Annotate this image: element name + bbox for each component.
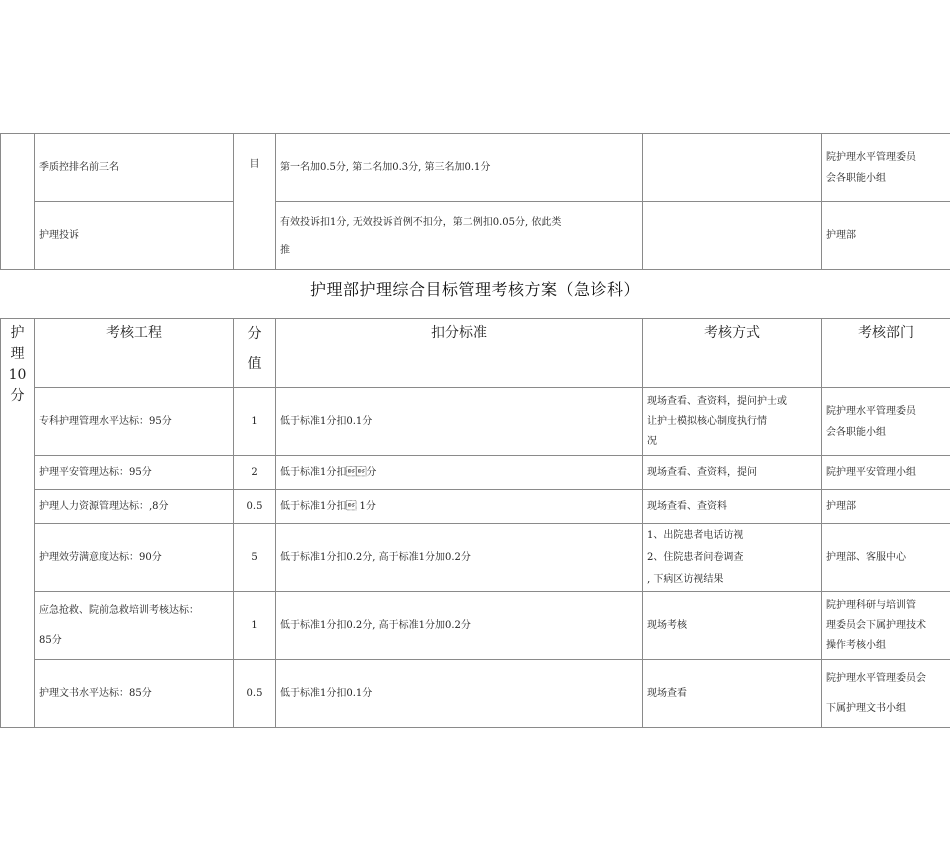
item-cell: [35, 592, 234, 660]
method-line: 1、出院患者电话访视: [647, 529, 744, 541]
method-line: 况: [647, 435, 657, 447]
method-cell: 现场查看、查资料: [643, 490, 822, 524]
header-dept: 考核部门: [822, 319, 950, 388]
item-cell: 护理投诉: [35, 202, 234, 270]
table-row: [1, 134, 950, 202]
table-row: [1, 490, 950, 524]
score-cell: 1: [234, 388, 276, 456]
page-title: 护理部护理综合目标管理考核方案（急诊科）: [309, 280, 640, 299]
dept-line: 院护理水平管理委员会: [826, 672, 926, 684]
dept-cell: [822, 592, 950, 660]
dept-cell: [822, 388, 950, 456]
method-cell: [643, 202, 822, 270]
dept-line: 下属护理文书小组: [826, 702, 906, 714]
dept-line: 会各职能小组: [826, 172, 886, 184]
score-cell: 2: [234, 456, 276, 490]
method-cell: 现场查看: [643, 660, 822, 728]
method-cell: 现场考核: [643, 592, 822, 660]
method-cell: [643, 524, 822, 592]
header-score: [234, 319, 276, 388]
dept-cell: 院护理平安管理小组: [822, 456, 950, 490]
method-line: 2、住院患者问卷调查: [647, 551, 744, 563]
standard-line: 推: [280, 244, 290, 256]
dept-line: 会各职能小组: [826, 426, 886, 438]
header-method: 考核方式: [643, 319, 822, 388]
item-cell: 季质控排名前三名: [35, 134, 234, 202]
item-cell: 专科护理管理水平达标：95分: [35, 388, 234, 456]
dept-cell: [822, 660, 950, 728]
table-row: [1, 660, 950, 728]
standard-cell: [276, 202, 643, 270]
score-cell: 目: [234, 134, 276, 270]
header-item: 考核工程: [35, 319, 234, 388]
side-cell: [1, 134, 35, 270]
method-line: 现场查看、查资料，提问护士或: [647, 395, 787, 407]
method-cell: 现场查看、查资料，提问: [643, 456, 822, 490]
dept-line: 院护理水平管理委员: [826, 151, 916, 163]
item-cell: 护理平安管理达标：95分: [35, 456, 234, 490]
method-line: ‚ 下病区访视结果: [647, 573, 724, 585]
side-char: 理: [10, 346, 25, 362]
standard-cell: 第一名加0.5分, 第二名加0.3分, 第三名加0.1分: [276, 134, 643, 202]
side-label: [1, 319, 35, 728]
header-row: [1, 319, 950, 388]
table-row: [1, 202, 950, 270]
item-line: 85分: [39, 634, 62, 646]
standard-cell: 低于标准1分扣0.2分, 高于标准1分加0.2分: [276, 592, 643, 660]
standard-cell: 低于标准1分扣分: [276, 456, 643, 490]
item-cell: 护理文书水平达标：85分: [35, 660, 234, 728]
score-cell: 5: [234, 524, 276, 592]
standard-cell: 低于标准1分扣 1分: [276, 490, 643, 524]
side-char: 10: [8, 367, 27, 383]
table-row: [1, 456, 950, 490]
dept-line: 理委员会下属护理技术: [826, 619, 926, 631]
standard-cell: 低于标准1分扣0.1分: [276, 388, 643, 456]
continuation-table: [0, 133, 950, 270]
item-line: 应急抢救、院前急救培训考核达标：: [39, 604, 199, 616]
dept-line: 院护理水平管理委员: [826, 405, 916, 417]
method-cell: [643, 388, 822, 456]
table-row: [1, 524, 950, 592]
dept-line: 操作考核小组: [826, 639, 886, 651]
standard-line: 有效投诉扣1分, 无效投诉首例不扣分，第二例扣0.05分, 依此类: [280, 216, 562, 228]
side-char: 分: [10, 388, 25, 404]
dept-cell: 护理部: [822, 202, 950, 270]
dept-line: 院护理科研与培训管: [826, 599, 916, 611]
assessment-table: [0, 318, 950, 728]
standard-cell: 低于标准1分扣0.2分, 高于标准1分加0.2分: [276, 524, 643, 592]
header-score-line: 值: [247, 356, 262, 372]
standard-cell: 低于标准1分扣0.1分: [276, 660, 643, 728]
score-cell: 0.5: [234, 660, 276, 728]
method-line: 让护士模拟核心制度执行情: [647, 415, 767, 427]
side-char: 护: [10, 325, 25, 341]
score-cell: 1: [234, 592, 276, 660]
dept-cell: [822, 134, 950, 202]
item-cell: 护理人力资源管理达标：‚8分: [35, 490, 234, 524]
header-standard: 扣分标准: [276, 319, 643, 388]
item-cell: 护理效劳满意度达标：90分: [35, 524, 234, 592]
table-row: [1, 388, 950, 456]
dept-cell: 护理部、客服中心: [822, 524, 950, 592]
score-cell: 0.5: [234, 490, 276, 524]
dept-cell: 护理部: [822, 490, 950, 524]
header-score-line: 分: [247, 326, 262, 342]
method-cell: [643, 134, 822, 202]
table-row: [1, 592, 950, 660]
